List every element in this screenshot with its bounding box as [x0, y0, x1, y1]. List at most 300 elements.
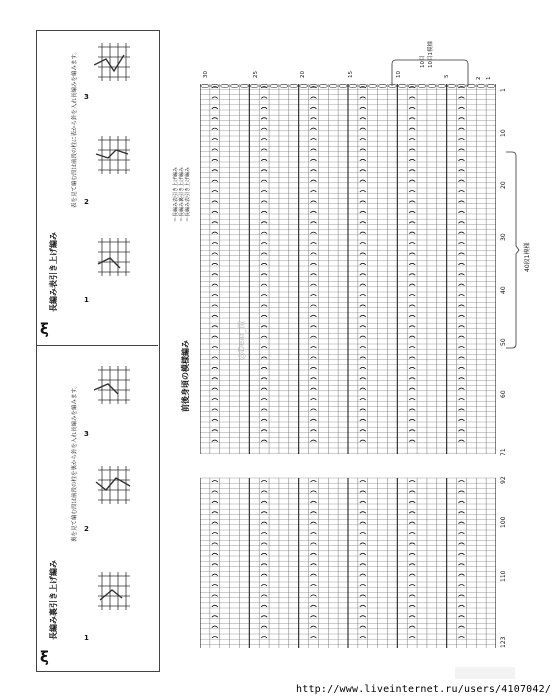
- block2-step-1: 1: [84, 634, 89, 642]
- post-stitch-mark-421: [310, 553, 316, 555]
- stitch-symbol-back-post: ξ: [40, 648, 49, 666]
- post-stitch-mark-422: [360, 553, 366, 555]
- post-stitch-mark-385: [310, 491, 316, 493]
- post-stitch-mark-410: [360, 533, 366, 535]
- chain-mark-1: [211, 84, 219, 87]
- stitch-chart-grid: [200, 84, 496, 650]
- post-stitch-mark-226: [360, 295, 366, 297]
- post-stitch-mark-447: [409, 595, 415, 597]
- post-stitch-mark-187: [212, 232, 218, 234]
- post-stitch-mark-197: [409, 243, 415, 245]
- post-stitch-mark-142: [360, 149, 366, 151]
- post-stitch-mark-121: [212, 118, 218, 120]
- post-stitch-mark-166: [360, 191, 366, 193]
- post-stitch-mark-413: [212, 543, 218, 545]
- post-stitch-mark-186: [458, 222, 464, 224]
- post-stitch-mark-387: [409, 491, 415, 493]
- post-stitch-mark-114: [458, 97, 464, 99]
- chain-mark-24: [438, 84, 446, 87]
- post-stitch-mark-458: [360, 616, 366, 618]
- post-stitch-mark-119: [409, 107, 415, 109]
- post-stitch-mark-286: [360, 399, 366, 401]
- row-label-110: 110: [500, 570, 507, 582]
- post-stitch-mark-206: [261, 263, 267, 265]
- post-stitch-mark-445: [310, 595, 316, 597]
- illustration-step-2a: [94, 130, 134, 178]
- post-stitch-mark-425: [212, 564, 218, 566]
- post-stitch-mark-399: [409, 512, 415, 514]
- chain-mark-0: [201, 84, 209, 87]
- chain-mark-3: [230, 84, 238, 87]
- post-stitch-mark-382: [458, 481, 464, 483]
- post-stitch-mark-193: [212, 243, 218, 245]
- post-stitch-mark-384: [261, 491, 267, 493]
- post-stitch-mark-462: [261, 626, 267, 628]
- post-stitch-mark-164: [261, 191, 267, 193]
- post-stitch-mark-282: [458, 388, 464, 390]
- block1-title: 長編み表引き上げ編み: [49, 232, 58, 312]
- post-stitch-mark-216: [458, 274, 464, 276]
- post-stitch-mark-242: [261, 326, 267, 328]
- post-stitch-mark-394: [458, 501, 464, 503]
- post-stitch-mark-254: [261, 347, 267, 349]
- post-stitch-mark-245: [409, 326, 415, 328]
- post-stitch-mark-460: [458, 616, 464, 618]
- post-stitch-mark-437: [212, 585, 218, 587]
- row-label-92: 92: [500, 476, 507, 484]
- post-stitch-mark-283: [212, 399, 218, 401]
- post-stitch-mark-240: [458, 315, 464, 317]
- post-stitch-mark-436: [458, 574, 464, 576]
- post-stitch-mark-134: [261, 139, 267, 141]
- post-stitch-mark-397: [310, 512, 316, 514]
- post-stitch-mark-250: [360, 336, 366, 338]
- post-stitch-mark-256: [360, 347, 366, 349]
- post-stitch-mark-378: [261, 481, 267, 483]
- post-stitch-mark-470: [360, 637, 366, 639]
- post-stitch-mark-424: [458, 553, 464, 555]
- post-stitch-mark-469: [310, 637, 316, 639]
- post-stitch-mark-190: [360, 232, 366, 234]
- post-stitch-mark-219: [310, 284, 316, 286]
- post-stitch-mark-225: [310, 295, 316, 297]
- post-stitch-mark-176: [261, 211, 267, 213]
- post-stitch-mark-393: [409, 501, 415, 503]
- post-stitch-mark-426: [261, 564, 267, 566]
- post-stitch-mark-310: [360, 440, 366, 442]
- post-stitch-mark-468: [261, 637, 267, 639]
- chain-mark-17: [369, 84, 377, 87]
- post-stitch-mark-247: [212, 336, 218, 338]
- chain-mark-22: [418, 84, 426, 87]
- key-line-1: ＝長編み表引き上げ編み: [173, 166, 179, 222]
- row-label-10: 10: [500, 129, 507, 137]
- post-stitch-mark-170: [261, 201, 267, 203]
- post-stitch-mark-139: [212, 149, 218, 151]
- post-stitch-mark-303: [310, 430, 316, 432]
- post-stitch-mark-467: [212, 637, 218, 639]
- block1-step-2: 2: [84, 198, 89, 206]
- post-stitch-mark-400: [458, 512, 464, 514]
- post-stitch-mark-188: [261, 232, 267, 234]
- chain-mark-15: [349, 84, 357, 87]
- post-stitch-mark-136: [360, 139, 366, 141]
- post-stitch-mark-117: [310, 107, 316, 109]
- chain-mark-28: [477, 84, 485, 87]
- post-stitch-mark-184: [360, 222, 366, 224]
- post-stitch-mark-191: [409, 232, 415, 234]
- post-stitch-mark-401: [212, 522, 218, 524]
- post-stitch-mark-300: [458, 419, 464, 421]
- post-stitch-mark-123: [310, 118, 316, 120]
- post-stitch-mark-109: [212, 97, 218, 99]
- post-stitch-mark-230: [261, 305, 267, 307]
- post-stitch-mark-446: [360, 595, 366, 597]
- post-stitch-mark-125: [409, 118, 415, 120]
- post-stitch-mark-236: [261, 315, 267, 317]
- block2-title: 長編み裏引き上げ編み: [49, 560, 58, 640]
- post-stitch-mark-160: [360, 180, 366, 182]
- chain-mark-23: [428, 84, 436, 87]
- post-stitch-mark-291: [310, 409, 316, 411]
- post-stitch-mark-403: [310, 522, 316, 524]
- chain-mark-18: [378, 84, 386, 87]
- post-stitch-mark-465: [409, 626, 415, 628]
- row-label-60: 60: [500, 390, 507, 398]
- row-label-100: 100: [500, 516, 507, 528]
- post-stitch-mark-228: [458, 295, 464, 297]
- post-stitch-mark-269: [409, 367, 415, 369]
- post-stitch-mark-423: [409, 553, 415, 555]
- post-stitch-mark-244: [360, 326, 366, 328]
- post-stitch-mark-147: [310, 159, 316, 161]
- post-stitch-mark-161: [409, 180, 415, 182]
- post-stitch-mark-154: [360, 170, 366, 172]
- post-stitch-mark-118: [360, 107, 366, 109]
- post-stitch-mark-306: [458, 430, 464, 432]
- post-stitch-mark-144: [458, 149, 464, 151]
- post-stitch-mark-441: [409, 585, 415, 587]
- post-stitch-mark-381: [409, 481, 415, 483]
- row-repeat-bracket: [504, 150, 520, 350]
- post-stitch-mark-443: [212, 595, 218, 597]
- post-stitch-mark-259: [212, 357, 218, 359]
- row-label-123: 123: [500, 636, 507, 648]
- row-label-20: 20: [500, 181, 507, 189]
- post-stitch-mark-110: [261, 97, 267, 99]
- post-stitch-mark-416: [360, 543, 366, 545]
- chain-mark-6: [260, 84, 268, 87]
- chain-mark-29: [487, 84, 495, 87]
- post-stitch-mark-202: [360, 253, 366, 255]
- post-stitch-mark-120: [458, 107, 464, 109]
- illustration-step-1a: [94, 232, 134, 280]
- post-stitch-mark-253: [212, 347, 218, 349]
- post-stitch-mark-208: [360, 263, 366, 265]
- post-stitch-mark-391: [310, 501, 316, 503]
- post-stitch-mark-289: [212, 409, 218, 411]
- post-stitch-mark-218: [261, 284, 267, 286]
- post-stitch-mark-255: [310, 347, 316, 349]
- row-label-50: 50: [500, 338, 507, 346]
- footer-url: http://www.liveinternet.ru/users/4107042/: [296, 684, 552, 695]
- post-stitch-mark-195: [310, 243, 316, 245]
- post-stitch-mark-140: [261, 149, 267, 151]
- post-stitch-mark-456: [261, 616, 267, 618]
- chain-mark-4: [240, 84, 248, 87]
- post-stitch-mark-221: [409, 284, 415, 286]
- post-stitch-mark-309: [310, 440, 316, 442]
- post-stitch-mark-203: [409, 253, 415, 255]
- post-stitch-mark-233: [409, 305, 415, 307]
- post-stitch-mark-298: [360, 419, 366, 421]
- block1-step-1: 1: [84, 296, 89, 304]
- post-stitch-mark-262: [360, 357, 366, 359]
- post-stitch-mark-152: [261, 170, 267, 172]
- post-stitch-mark-113: [409, 97, 415, 99]
- illustration-step-3a: [94, 37, 134, 85]
- post-stitch-mark-402: [261, 522, 267, 524]
- post-stitch-mark-414: [261, 543, 267, 545]
- post-stitch-mark-390: [261, 501, 267, 503]
- post-stitch-mark-268: [360, 367, 366, 369]
- post-stitch-mark-229: [212, 305, 218, 307]
- post-stitch-mark-111: [310, 97, 316, 99]
- post-stitch-mark-463: [310, 626, 316, 628]
- chain-mark-21: [408, 84, 416, 87]
- post-stitch-mark-168: [458, 191, 464, 193]
- post-stitch-mark-243: [310, 326, 316, 328]
- post-stitch-mark-135: [310, 139, 316, 141]
- post-stitch-mark-251: [409, 336, 415, 338]
- post-stitch-mark-235: [212, 315, 218, 317]
- post-stitch-mark-222: [458, 284, 464, 286]
- post-stitch-mark-304: [360, 430, 366, 432]
- post-stitch-mark-201: [310, 253, 316, 255]
- post-stitch-mark-284: [261, 399, 267, 401]
- post-stitch-mark-464: [360, 626, 366, 628]
- chain-mark-20: [398, 84, 406, 87]
- post-stitch-mark-444: [261, 595, 267, 597]
- post-stitch-mark-264: [458, 357, 464, 359]
- chain-mark-7: [270, 84, 278, 87]
- post-stitch-mark-406: [458, 522, 464, 524]
- post-stitch-mark-307: [212, 440, 218, 442]
- post-stitch-mark-274: [360, 378, 366, 380]
- post-stitch-mark-457: [310, 616, 316, 618]
- post-stitch-mark-159: [310, 180, 316, 182]
- post-stitch-mark-151: [212, 170, 218, 172]
- post-stitch-mark-411: [409, 533, 415, 535]
- repeat-label-pattern: 10目1模様: [428, 41, 434, 68]
- post-stitch-mark-295: [212, 419, 218, 421]
- post-stitch-mark-217: [212, 284, 218, 286]
- chain-mark-25: [447, 84, 455, 87]
- post-stitch-mark-281: [409, 388, 415, 390]
- post-stitch-mark-241: [212, 326, 218, 328]
- post-stitch-mark-156: [458, 170, 464, 172]
- post-stitch-mark-248: [261, 336, 267, 338]
- post-stitch-mark-312: [458, 440, 464, 442]
- post-stitch-mark-308: [261, 440, 267, 442]
- post-stitch-mark-296: [261, 419, 267, 421]
- post-stitch-mark-297: [310, 419, 316, 421]
- post-stitch-mark-305: [409, 430, 415, 432]
- post-stitch-mark-260: [261, 357, 267, 359]
- post-stitch-mark-442: [458, 585, 464, 587]
- post-stitch-mark-415: [310, 543, 316, 545]
- chain-mark-13: [329, 84, 337, 87]
- stitch-count-10: 10: [396, 71, 402, 78]
- chain-mark-14: [339, 84, 347, 87]
- post-stitch-mark-293: [409, 409, 415, 411]
- post-stitch-mark-404: [360, 522, 366, 524]
- post-stitch-mark-163: [212, 191, 218, 193]
- illustration-step-2b: [94, 460, 134, 508]
- post-stitch-mark-231: [310, 305, 316, 307]
- post-stitch-mark-265: [212, 367, 218, 369]
- post-stitch-mark-220: [360, 284, 366, 286]
- post-stitch-mark-266: [261, 367, 267, 369]
- post-stitch-mark-138: [458, 139, 464, 141]
- repeat-label-stitches: 10目: [420, 55, 426, 68]
- post-stitch-mark-448: [458, 595, 464, 597]
- post-stitch-mark-158: [261, 180, 267, 182]
- post-stitch-mark-177: [310, 211, 316, 213]
- post-stitch-mark-112: [360, 97, 366, 99]
- post-stitch-mark-429: [409, 564, 415, 566]
- post-stitch-mark-409: [310, 533, 316, 535]
- post-stitch-mark-431: [212, 574, 218, 576]
- post-stitch-mark-383: [212, 491, 218, 493]
- post-stitch-mark-276: [458, 378, 464, 380]
- block1-step-3: 3: [84, 93, 89, 101]
- post-stitch-mark-407: [212, 533, 218, 535]
- post-stitch-mark-172: [360, 201, 366, 203]
- post-stitch-mark-207: [310, 263, 316, 265]
- post-stitch-mark-146: [261, 159, 267, 161]
- post-stitch-mark-285: [310, 399, 316, 401]
- chain-mark-5: [250, 84, 258, 87]
- post-stitch-mark-270: [458, 367, 464, 369]
- post-stitch-mark-389: [212, 501, 218, 503]
- row-repeat-label: 40段1模様: [524, 242, 531, 272]
- post-stitch-mark-131: [409, 128, 415, 130]
- post-stitch-mark-272: [261, 378, 267, 380]
- post-stitch-mark-432: [261, 574, 267, 576]
- post-stitch-mark-148: [360, 159, 366, 161]
- post-stitch-mark-261: [310, 357, 316, 359]
- post-stitch-mark-179: [409, 211, 415, 213]
- post-stitch-mark-418: [458, 543, 464, 545]
- post-stitch-mark-453: [409, 605, 415, 607]
- post-stitch-mark-252: [458, 336, 464, 338]
- chain-mark-27: [467, 84, 475, 87]
- post-stitch-mark-180: [458, 211, 464, 213]
- post-stitch-mark-412: [458, 533, 464, 535]
- post-stitch-mark-419: [212, 553, 218, 555]
- post-stitch-mark-175: [212, 211, 218, 213]
- post-stitch-mark-198: [458, 243, 464, 245]
- post-stitch-mark-267: [310, 367, 316, 369]
- post-stitch-mark-199: [212, 253, 218, 255]
- chain-mark-8: [280, 84, 288, 87]
- post-stitch-mark-153: [310, 170, 316, 172]
- post-stitch-mark-196: [360, 243, 366, 245]
- post-stitch-mark-311: [409, 440, 415, 442]
- post-stitch-mark-214: [360, 274, 366, 276]
- post-stitch-mark-211: [212, 274, 218, 276]
- stitch-count-30: 30: [203, 71, 209, 78]
- chain-mark-19: [388, 84, 396, 87]
- post-stitch-mark-430: [458, 564, 464, 566]
- post-stitch-mark-200: [261, 253, 267, 255]
- post-stitch-mark-171: [310, 201, 316, 203]
- post-stitch-mark-143: [409, 149, 415, 151]
- chain-mark-26: [457, 84, 465, 87]
- post-stitch-mark-141: [310, 149, 316, 151]
- post-stitch-mark-279: [310, 388, 316, 390]
- post-stitch-mark-388: [458, 491, 464, 493]
- chain-mark-9: [290, 84, 298, 87]
- row-label-30: 30: [500, 233, 507, 241]
- post-stitch-mark-183: [310, 222, 316, 224]
- key-line-2: ＝長編み裏引き上げ編み: [179, 166, 185, 222]
- post-stitch-mark-459: [409, 616, 415, 618]
- post-stitch-mark-294: [458, 409, 464, 411]
- post-stitch-mark-223: [212, 295, 218, 297]
- post-stitch-mark-386: [360, 491, 366, 493]
- post-stitch-mark-257: [409, 347, 415, 349]
- post-stitch-mark-435: [409, 574, 415, 576]
- post-stitch-mark-130: [360, 128, 366, 130]
- post-stitch-mark-271: [212, 378, 218, 380]
- post-stitch-mark-167: [409, 191, 415, 193]
- post-stitch-mark-133: [212, 139, 218, 141]
- watermark-text: @Dear_微: [237, 320, 246, 360]
- post-stitch-mark-427: [310, 564, 316, 566]
- post-stitch-mark-185: [409, 222, 415, 224]
- post-stitch-mark-379: [310, 481, 316, 483]
- post-stitch-mark-116: [261, 107, 267, 109]
- post-stitch-mark-129: [310, 128, 316, 130]
- post-stitch-mark-433: [310, 574, 316, 576]
- post-stitch-mark-471: [409, 637, 415, 639]
- post-stitch-mark-434: [360, 574, 366, 576]
- block2-step-2: 2: [84, 525, 89, 533]
- post-stitch-mark-454: [458, 605, 464, 607]
- post-stitch-mark-205: [212, 263, 218, 265]
- stitch-count-25: 25: [253, 71, 259, 78]
- post-stitch-mark-438: [261, 585, 267, 587]
- post-stitch-mark-392: [360, 501, 366, 503]
- post-stitch-mark-472: [458, 637, 464, 639]
- watermark: [455, 667, 515, 679]
- post-stitch-mark-290: [261, 409, 267, 411]
- block2-step-3: 3: [84, 430, 89, 438]
- post-stitch-mark-213: [310, 274, 316, 276]
- post-stitch-mark-301: [212, 430, 218, 432]
- post-stitch-mark-408: [261, 533, 267, 535]
- post-stitch-mark-278: [261, 388, 267, 390]
- post-stitch-mark-263: [409, 357, 415, 359]
- post-stitch-mark-173: [409, 201, 415, 203]
- post-stitch-mark-212: [261, 274, 267, 276]
- chart-title: 前後身頃の模様編み: [181, 340, 190, 412]
- post-stitch-mark-234: [458, 305, 464, 307]
- post-stitch-mark-405: [409, 522, 415, 524]
- post-stitch-mark-150: [458, 159, 464, 161]
